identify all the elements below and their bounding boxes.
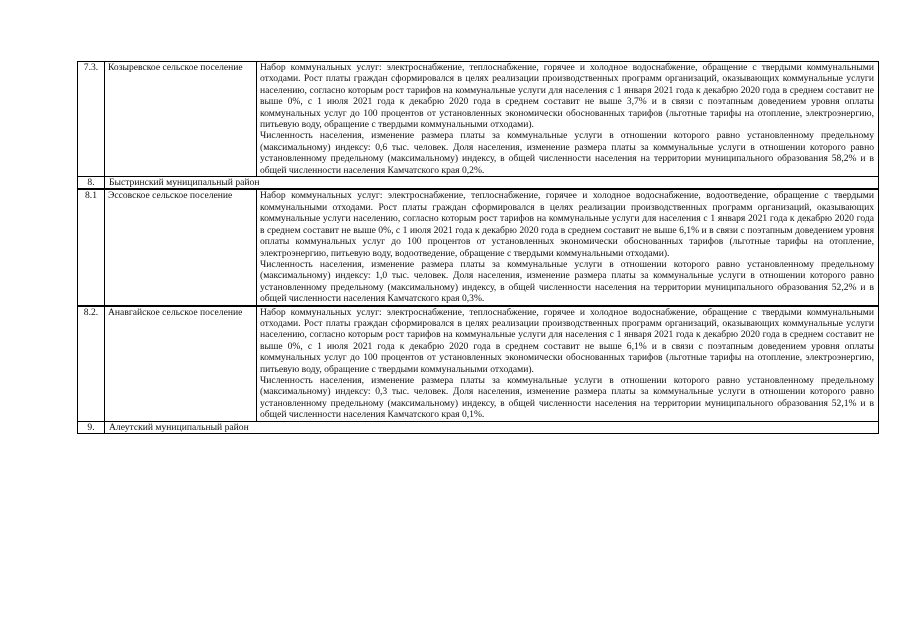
table-row	[78, 177, 879, 190]
row-number: 9.	[78, 421, 105, 433]
table-row	[78, 189, 879, 305]
row-description	[257, 189, 879, 305]
services-paragraph: Набор коммунальных услуг: электроснабжение, теплоснабжение, горячее и холодное водоснабжение, обращение с твердыми коммунальными отходами. Рост платы граждан сформировался в целях реализации производственных программ организаций, оказывающих коммунальные услуги населению, согласно которым рост тарифов на коммунальные услуги для населения с 1 января 2021 года к декабрю 2020 года в среднем составит не выше 0%, с 1 июля 2021 года к декабрю 2020 года в среднем составит не выше 6,1% и в связи с поэтапным доведением уровня оплаты коммунальных услуг до 100 процентов от установленных экономически обоснованных тарифов (льготные тарифы на отопление, электроэнергию, питьевую воду, обращение с твердыми коммунальными отходами).	[260, 306, 874, 375]
table-row	[78, 306, 879, 422]
row-number: 7.3.	[78, 62, 105, 177]
services-paragraph: Набор коммунальных услуг: электроснабжение, теплоснабжение, горячее и холодное водоснабжение, обращение с твердыми коммунальными отходами. Рост платы граждан сформировался в целях реализации производственных программ организаций, оказывающих коммунальные услуги населению, согласно которым рост тарифов на коммунальные услуги для населения с 1 января 2021 года к декабрю 2020 года в среднем составит не выше 0%, с 1 июля 2021 года к декабрю 2020 года в среднем составит не выше 3,7% и в связи с поэтапным доведением уровня оплаты коммунальных услуг до 100 процентов от установленных экономически обоснованных тарифов (льготные тарифы на отопление, электроэнергию, питьевую воду, обращение с твердыми коммунальными отходами).	[260, 62, 874, 131]
settlement-name: Козыревское сельское поселение	[105, 62, 257, 177]
population-paragraph: Численность населения, изменение размера платы за коммунальные услуги в отношении которого равно установленному предельному (максимальному) индексу: 0,6 тыс. человек. Доля населения, изменение размера платы за коммунальные услуги в отношении которого равно установленному предельному (максимальному) индексу, в общей численности населения на территории муниципального образования 58,2% и в общей численности населения Камчатского края 0,2%.	[260, 130, 874, 176]
settlement-name: Эссовское сельское поселение	[105, 189, 257, 305]
row-number: 8.	[78, 177, 105, 190]
population-paragraph: Численность населения, изменение размера платы за коммунальные услуги в отношении которого равно установленному предельному (максимальному) индексу: 1,0 тыс. человек. Доля населения, изменение размера платы за коммунальные услуги в отношении которого равно установленному предельному (максимальному) индексу, в общей численности населения на территории муниципального образования 52,2% и в общей численности населения Камчатского края 0,3%.	[260, 258, 874, 305]
district-name: Быстринский муниципальный район	[105, 177, 879, 190]
district-name: Алеутский муниципальный район	[105, 421, 879, 433]
row-number: 8.1	[78, 189, 105, 305]
services-paragraph: Набор коммунальных услуг: электроснабжение, теплоснабжение, горячее и холодное водоснабжение, водоотведение, обращение с твердыми коммунальными отходами. Рост платы граждан сформировался в целях реализации производственных программ организаций, оказывающих коммунальные услуги населению, согласно которым рост тарифов на коммунальные услуги для населения с 1 января 2021 года к декабрю 2020 года в среднем составит не выше 0%, с 1 июля 2021 года к декабрю 2020 года в среднем составит не выше 6,1% и в связи с поэтапным доведением уровня оплаты коммунальных услуг до 100 процентов от установленных экономически обоснованных тарифов (льготные тарифы на отопление, электроэнергию, питьевую воду, водоотведение, обращение с твердыми коммунальными отходами).	[260, 190, 874, 259]
table-row	[78, 62, 879, 177]
row-number: 8.2.	[78, 306, 105, 422]
table-row	[78, 421, 879, 433]
population-paragraph: Численность населения, изменение размера платы за коммунальные услуги в отношении которого равно установленному предельному (максимальному) индексу: 0,3 тыс. человек. Доля населения, изменение размера платы за коммунальные услуги в отношении которого равно установленному предельному (максимальному) индексу, в общей численности населения на территории муниципального образования 52,1% и в общей численности населения Камчатского края 0,1%.	[260, 374, 874, 421]
row-description	[257, 62, 879, 177]
settlement-name: Анавгайское сельское поселение	[105, 306, 257, 422]
tariff-table	[77, 61, 879, 434]
row-description	[257, 306, 879, 422]
